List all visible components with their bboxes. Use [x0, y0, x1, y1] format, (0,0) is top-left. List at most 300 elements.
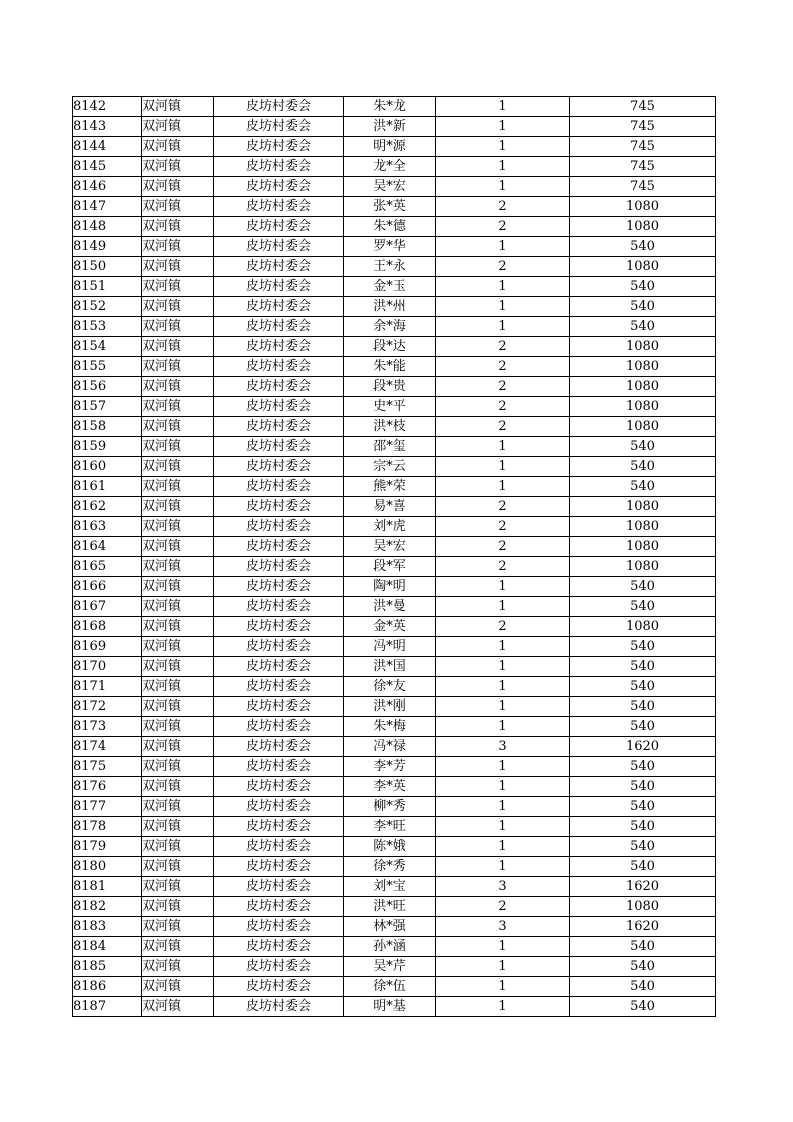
town-cell: 双河镇: [142, 357, 214, 377]
table-row: [73, 757, 716, 777]
household-count-cell: 1: [436, 777, 570, 797]
village-cell: 皮坊村委会: [214, 117, 344, 137]
village-cell: 皮坊村委会: [214, 217, 344, 237]
village-cell: 皮坊村委会: [214, 717, 344, 737]
record-id-cell: 8146: [73, 177, 142, 197]
record-id-cell: 8186: [73, 977, 142, 997]
record-id-cell: 8175: [73, 757, 142, 777]
table-row: [73, 637, 716, 657]
village-cell: 皮坊村委会: [214, 817, 344, 837]
household-count-cell: 2: [436, 357, 570, 377]
amount-cell: 1080: [570, 337, 716, 357]
village-cell: 皮坊村委会: [214, 617, 344, 637]
household-count-cell: 1: [436, 997, 570, 1017]
household-count-cell: 1: [436, 237, 570, 257]
village-cell: 皮坊村委会: [214, 557, 344, 577]
record-id-cell: 8159: [73, 437, 142, 457]
table-row: [73, 237, 716, 257]
person-name-cell: 陈*娥: [344, 837, 436, 857]
town-cell: 双河镇: [142, 137, 214, 157]
record-id-cell: 8176: [73, 777, 142, 797]
household-count-cell: 2: [436, 557, 570, 577]
village-cell: 皮坊村委会: [214, 677, 344, 697]
person-name-cell: 洪*曼: [344, 597, 436, 617]
table-row: [73, 217, 716, 237]
record-id-cell: 8171: [73, 677, 142, 697]
town-cell: 双河镇: [142, 937, 214, 957]
record-id-cell: 8183: [73, 917, 142, 937]
household-count-cell: 1: [436, 97, 570, 117]
household-count-cell: 1: [436, 657, 570, 677]
amount-cell: 540: [570, 817, 716, 837]
table-row: [73, 437, 716, 457]
amount-cell: 1080: [570, 897, 716, 917]
town-cell: 双河镇: [142, 977, 214, 997]
table-row: [73, 997, 716, 1017]
record-id-cell: 8168: [73, 617, 142, 637]
village-cell: 皮坊村委会: [214, 257, 344, 277]
village-cell: 皮坊村委会: [214, 497, 344, 517]
table-row: [73, 117, 716, 137]
table-row: [73, 157, 716, 177]
town-cell: 双河镇: [142, 657, 214, 677]
village-cell: 皮坊村委会: [214, 277, 344, 297]
village-cell: 皮坊村委会: [214, 357, 344, 377]
record-id-cell: 8154: [73, 337, 142, 357]
town-cell: 双河镇: [142, 257, 214, 277]
amount-cell: 540: [570, 677, 716, 697]
table-row: [73, 197, 716, 217]
amount-cell: 540: [570, 957, 716, 977]
person-name-cell: 洪*刚: [344, 697, 436, 717]
town-cell: 双河镇: [142, 337, 214, 357]
person-name-cell: 吴*宏: [344, 177, 436, 197]
record-id-cell: 8177: [73, 797, 142, 817]
person-name-cell: 余*海: [344, 317, 436, 337]
subsidy-table: [72, 96, 716, 1017]
village-cell: 皮坊村委会: [214, 957, 344, 977]
household-count-cell: 1: [436, 857, 570, 877]
town-cell: 双河镇: [142, 277, 214, 297]
person-name-cell: 王*永: [344, 257, 436, 277]
person-name-cell: 柳*秀: [344, 797, 436, 817]
town-cell: 双河镇: [142, 677, 214, 697]
amount-cell: 540: [570, 297, 716, 317]
person-name-cell: 孙*涵: [344, 937, 436, 957]
household-count-cell: 2: [436, 337, 570, 357]
record-id-cell: 8144: [73, 137, 142, 157]
record-id-cell: 8167: [73, 597, 142, 617]
record-id-cell: 8174: [73, 737, 142, 757]
village-cell: 皮坊村委会: [214, 637, 344, 657]
household-count-cell: 2: [436, 617, 570, 637]
amount-cell: 540: [570, 437, 716, 457]
table-row: [73, 917, 716, 937]
household-count-cell: 1: [436, 977, 570, 997]
person-name-cell: 罗*华: [344, 237, 436, 257]
person-name-cell: 朱*能: [344, 357, 436, 377]
amount-cell: 540: [570, 237, 716, 257]
household-count-cell: 2: [436, 537, 570, 557]
amount-cell: 1080: [570, 357, 716, 377]
amount-cell: 1620: [570, 737, 716, 757]
household-count-cell: 1: [436, 577, 570, 597]
record-id-cell: 8165: [73, 557, 142, 577]
person-name-cell: 金*英: [344, 617, 436, 637]
town-cell: 双河镇: [142, 297, 214, 317]
table-row: [73, 497, 716, 517]
household-count-cell: 2: [436, 417, 570, 437]
table-row: [73, 657, 716, 677]
table-row: [73, 717, 716, 737]
person-name-cell: 段*达: [344, 337, 436, 357]
table-row: [73, 177, 716, 197]
person-name-cell: 李*旺: [344, 817, 436, 837]
record-id-cell: 8161: [73, 477, 142, 497]
village-cell: 皮坊村委会: [214, 157, 344, 177]
table-row: [73, 617, 716, 637]
person-name-cell: 明*基: [344, 997, 436, 1017]
town-cell: 双河镇: [142, 437, 214, 457]
record-id-cell: 8143: [73, 117, 142, 137]
amount-cell: 540: [570, 717, 716, 737]
town-cell: 双河镇: [142, 997, 214, 1017]
household-count-cell: 3: [436, 737, 570, 757]
amount-cell: 540: [570, 657, 716, 677]
record-id-cell: 8160: [73, 457, 142, 477]
household-count-cell: 3: [436, 877, 570, 897]
amount-cell: 1080: [570, 497, 716, 517]
village-cell: 皮坊村委会: [214, 537, 344, 557]
amount-cell: 540: [570, 697, 716, 717]
amount-cell: 540: [570, 577, 716, 597]
table-row: [73, 537, 716, 557]
amount-cell: 540: [570, 777, 716, 797]
town-cell: 双河镇: [142, 457, 214, 477]
village-cell: 皮坊村委会: [214, 917, 344, 937]
table-row: [73, 877, 716, 897]
household-count-cell: 1: [436, 937, 570, 957]
person-name-cell: 朱*龙: [344, 97, 436, 117]
village-cell: 皮坊村委会: [214, 457, 344, 477]
table-row: [73, 577, 716, 597]
town-cell: 双河镇: [142, 837, 214, 857]
person-name-cell: 洪*枝: [344, 417, 436, 437]
person-name-cell: 李*英: [344, 777, 436, 797]
town-cell: 双河镇: [142, 157, 214, 177]
town-cell: 双河镇: [142, 617, 214, 637]
village-cell: 皮坊村委会: [214, 997, 344, 1017]
amount-cell: 745: [570, 97, 716, 117]
record-id-cell: 8173: [73, 717, 142, 737]
household-count-cell: 1: [436, 277, 570, 297]
person-name-cell: 易*喜: [344, 497, 436, 517]
record-id-cell: 8184: [73, 937, 142, 957]
record-id-cell: 8158: [73, 417, 142, 437]
amount-cell: 540: [570, 757, 716, 777]
table-row: [73, 597, 716, 617]
table-row: [73, 457, 716, 477]
town-cell: 双河镇: [142, 497, 214, 517]
town-cell: 双河镇: [142, 777, 214, 797]
town-cell: 双河镇: [142, 377, 214, 397]
town-cell: 双河镇: [142, 957, 214, 977]
record-id-cell: 8151: [73, 277, 142, 297]
record-id-cell: 8162: [73, 497, 142, 517]
town-cell: 双河镇: [142, 217, 214, 237]
household-count-cell: 1: [436, 437, 570, 457]
household-count-cell: 2: [436, 197, 570, 217]
person-name-cell: 金*玉: [344, 277, 436, 297]
table-row: [73, 397, 716, 417]
town-cell: 双河镇: [142, 697, 214, 717]
town-cell: 双河镇: [142, 557, 214, 577]
village-cell: 皮坊村委会: [214, 137, 344, 157]
household-count-cell: 1: [436, 957, 570, 977]
town-cell: 双河镇: [142, 317, 214, 337]
person-name-cell: 宗*云: [344, 457, 436, 477]
table-row: [73, 277, 716, 297]
table-row: [73, 737, 716, 757]
town-cell: 双河镇: [142, 857, 214, 877]
table-row: [73, 837, 716, 857]
household-count-cell: 2: [436, 257, 570, 277]
person-name-cell: 冯*明: [344, 637, 436, 657]
household-count-cell: 1: [436, 637, 570, 657]
town-cell: 双河镇: [142, 177, 214, 197]
village-cell: 皮坊村委会: [214, 937, 344, 957]
household-count-cell: 1: [436, 177, 570, 197]
village-cell: 皮坊村委会: [214, 977, 344, 997]
record-id-cell: 8185: [73, 957, 142, 977]
village-cell: 皮坊村委会: [214, 477, 344, 497]
record-id-cell: 8152: [73, 297, 142, 317]
table-row: [73, 137, 716, 157]
town-cell: 双河镇: [142, 637, 214, 657]
town-cell: 双河镇: [142, 417, 214, 437]
person-name-cell: 林*强: [344, 917, 436, 937]
amount-cell: 540: [570, 477, 716, 497]
amount-cell: 745: [570, 137, 716, 157]
record-id-cell: 8178: [73, 817, 142, 837]
household-count-cell: 3: [436, 917, 570, 937]
person-name-cell: 张*英: [344, 197, 436, 217]
table-row: [73, 297, 716, 317]
record-id-cell: 8148: [73, 217, 142, 237]
town-cell: 双河镇: [142, 897, 214, 917]
village-cell: 皮坊村委会: [214, 797, 344, 817]
household-count-cell: 1: [436, 797, 570, 817]
amount-cell: 1080: [570, 537, 716, 557]
town-cell: 双河镇: [142, 517, 214, 537]
town-cell: 双河镇: [142, 197, 214, 217]
household-count-cell: 2: [436, 217, 570, 237]
table-row: [73, 817, 716, 837]
person-name-cell: 刘*宝: [344, 877, 436, 897]
person-name-cell: 冯*禄: [344, 737, 436, 757]
table-row: [73, 317, 716, 337]
town-cell: 双河镇: [142, 797, 214, 817]
village-cell: 皮坊村委会: [214, 657, 344, 677]
village-cell: 皮坊村委会: [214, 597, 344, 617]
person-name-cell: 陶*明: [344, 577, 436, 597]
table-row: [73, 977, 716, 997]
table-row: [73, 377, 716, 397]
amount-cell: 540: [570, 937, 716, 957]
town-cell: 双河镇: [142, 757, 214, 777]
household-count-cell: 2: [436, 517, 570, 537]
town-cell: 双河镇: [142, 97, 214, 117]
record-id-cell: 8149: [73, 237, 142, 257]
village-cell: 皮坊村委会: [214, 897, 344, 917]
amount-cell: 745: [570, 157, 716, 177]
record-id-cell: 8145: [73, 157, 142, 177]
person-name-cell: 徐*伍: [344, 977, 436, 997]
record-id-cell: 8155: [73, 357, 142, 377]
amount-cell: 1080: [570, 197, 716, 217]
amount-cell: 745: [570, 177, 716, 197]
person-name-cell: 洪*新: [344, 117, 436, 137]
record-id-cell: 8181: [73, 877, 142, 897]
town-cell: 双河镇: [142, 577, 214, 597]
person-name-cell: 吴*宏: [344, 537, 436, 557]
person-name-cell: 朱*梅: [344, 717, 436, 737]
record-id-cell: 8142: [73, 97, 142, 117]
person-name-cell: 段*贵: [344, 377, 436, 397]
village-cell: 皮坊村委会: [214, 397, 344, 417]
town-cell: 双河镇: [142, 237, 214, 257]
village-cell: 皮坊村委会: [214, 577, 344, 597]
household-count-cell: 2: [436, 897, 570, 917]
table-row: [73, 337, 716, 357]
town-cell: 双河镇: [142, 597, 214, 617]
village-cell: 皮坊村委会: [214, 777, 344, 797]
amount-cell: 540: [570, 637, 716, 657]
person-name-cell: 段*军: [344, 557, 436, 577]
person-name-cell: 史*平: [344, 397, 436, 417]
village-cell: 皮坊村委会: [214, 837, 344, 857]
record-id-cell: 8180: [73, 857, 142, 877]
table-row: [73, 937, 716, 957]
amount-cell: 540: [570, 997, 716, 1017]
person-name-cell: 吴*芹: [344, 957, 436, 977]
village-cell: 皮坊村委会: [214, 517, 344, 537]
town-cell: 双河镇: [142, 397, 214, 417]
amount-cell: 540: [570, 837, 716, 857]
amount-cell: 540: [570, 977, 716, 997]
person-name-cell: 邵*玺: [344, 437, 436, 457]
table-row: [73, 557, 716, 577]
table-row: [73, 477, 716, 497]
record-id-cell: 8170: [73, 657, 142, 677]
record-id-cell: 8153: [73, 317, 142, 337]
amount-cell: 1080: [570, 517, 716, 537]
village-cell: 皮坊村委会: [214, 877, 344, 897]
record-id-cell: 8164: [73, 537, 142, 557]
amount-cell: 1620: [570, 877, 716, 897]
record-id-cell: 8169: [73, 637, 142, 657]
household-count-cell: 1: [436, 597, 570, 617]
table-row: [73, 417, 716, 437]
amount-cell: 1080: [570, 617, 716, 637]
village-cell: 皮坊村委会: [214, 417, 344, 437]
household-count-cell: 1: [436, 717, 570, 737]
record-id-cell: 8163: [73, 517, 142, 537]
record-id-cell: 8157: [73, 397, 142, 417]
person-name-cell: 刘*虎: [344, 517, 436, 537]
person-name-cell: 徐*友: [344, 677, 436, 697]
table-body: [73, 97, 716, 1017]
village-cell: 皮坊村委会: [214, 437, 344, 457]
household-count-cell: 1: [436, 297, 570, 317]
table-row: [73, 357, 716, 377]
person-name-cell: 熊*荣: [344, 477, 436, 497]
town-cell: 双河镇: [142, 917, 214, 937]
household-count-cell: 1: [436, 477, 570, 497]
amount-cell: 540: [570, 277, 716, 297]
village-cell: 皮坊村委会: [214, 97, 344, 117]
town-cell: 双河镇: [142, 537, 214, 557]
table-row: [73, 257, 716, 277]
amount-cell: 1080: [570, 217, 716, 237]
amount-cell: 540: [570, 317, 716, 337]
record-id-cell: 8172: [73, 697, 142, 717]
record-id-cell: 8187: [73, 997, 142, 1017]
village-cell: 皮坊村委会: [214, 177, 344, 197]
table-row: [73, 777, 716, 797]
record-id-cell: 8156: [73, 377, 142, 397]
household-count-cell: 1: [436, 677, 570, 697]
amount-cell: 1080: [570, 377, 716, 397]
person-name-cell: 龙*全: [344, 157, 436, 177]
village-cell: 皮坊村委会: [214, 317, 344, 337]
household-count-cell: 1: [436, 157, 570, 177]
household-count-cell: 2: [436, 377, 570, 397]
town-cell: 双河镇: [142, 877, 214, 897]
amount-cell: 540: [570, 857, 716, 877]
village-cell: 皮坊村委会: [214, 337, 344, 357]
table-row: [73, 517, 716, 537]
table-row: [73, 897, 716, 917]
record-id-cell: 8166: [73, 577, 142, 597]
person-name-cell: 明*源: [344, 137, 436, 157]
amount-cell: 1080: [570, 557, 716, 577]
household-count-cell: 1: [436, 817, 570, 837]
record-id-cell: 8182: [73, 897, 142, 917]
village-cell: 皮坊村委会: [214, 697, 344, 717]
amount-cell: 1080: [570, 417, 716, 437]
village-cell: 皮坊村委会: [214, 237, 344, 257]
village-cell: 皮坊村委会: [214, 757, 344, 777]
record-id-cell: 8147: [73, 197, 142, 217]
record-id-cell: 8179: [73, 837, 142, 857]
record-id-cell: 8150: [73, 257, 142, 277]
person-name-cell: 徐*秀: [344, 857, 436, 877]
village-cell: 皮坊村委会: [214, 377, 344, 397]
table-row: [73, 97, 716, 117]
household-count-cell: 1: [436, 837, 570, 857]
amount-cell: 1620: [570, 917, 716, 937]
amount-cell: 540: [570, 797, 716, 817]
village-cell: 皮坊村委会: [214, 297, 344, 317]
village-cell: 皮坊村委会: [214, 737, 344, 757]
town-cell: 双河镇: [142, 717, 214, 737]
person-name-cell: 洪*州: [344, 297, 436, 317]
person-name-cell: 洪*国: [344, 657, 436, 677]
household-count-cell: 1: [436, 697, 570, 717]
person-name-cell: 朱*德: [344, 217, 436, 237]
amount-cell: 745: [570, 117, 716, 137]
